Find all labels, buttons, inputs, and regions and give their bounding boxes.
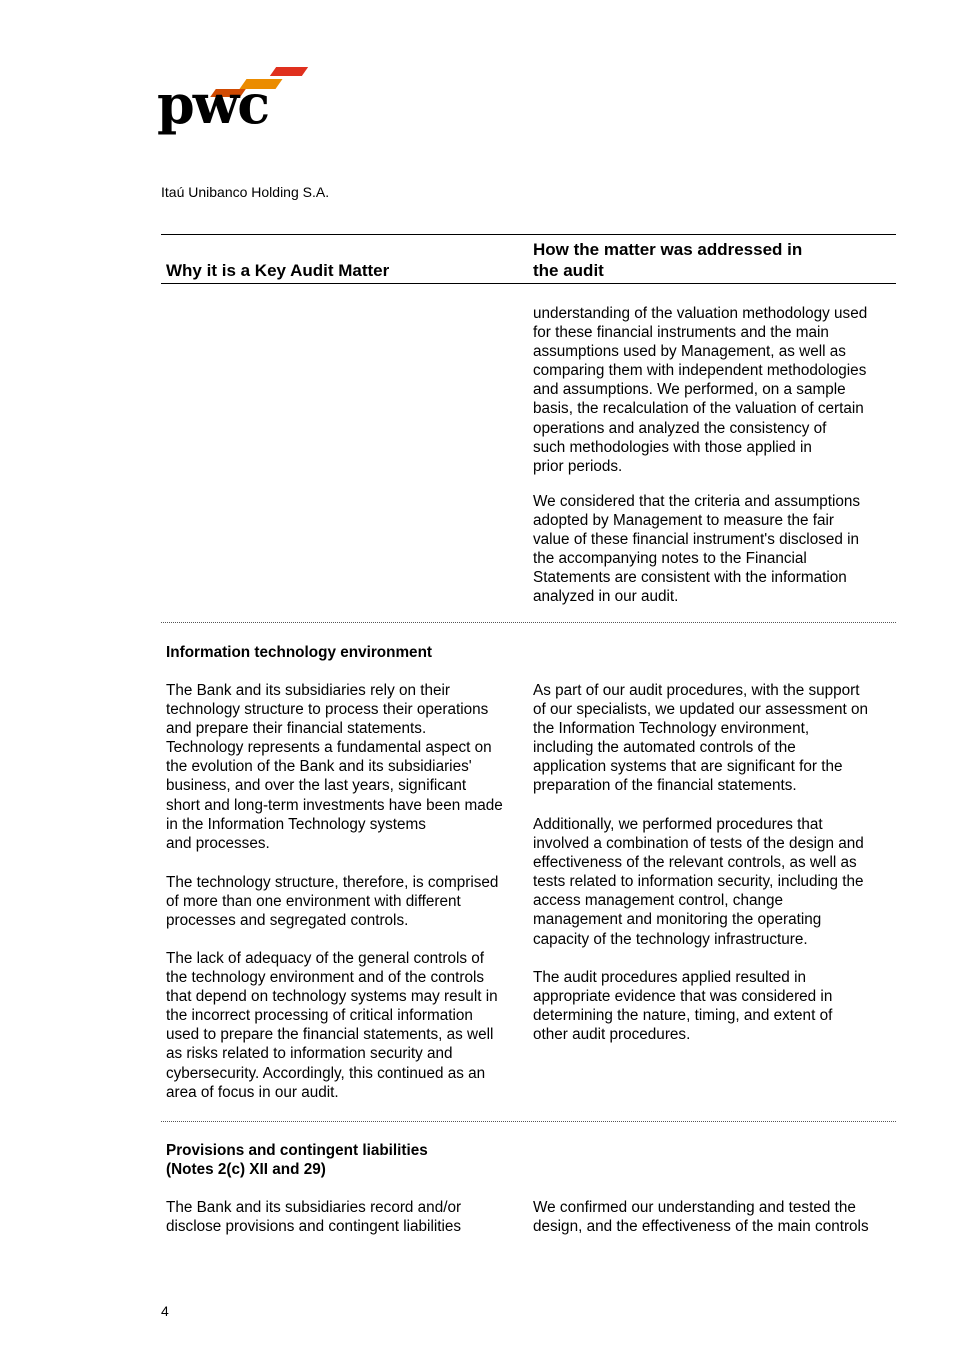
it-right-paragraph-3: The audit procedures applied resulted in appropriate evidence that was considered in determining the nature, timing, and extent of other audit procedures.	[533, 969, 833, 1044]
provisions-right-paragraph-1: We confirmed our understanding and tested the design, and the effectiveness of the main controls	[533, 1199, 869, 1236]
continued-right-paragraph-2: We considered that the criteria and assumptions adopted by Management to measure the fair value of these financial instrument's disclosed in the accompanying notes to the Financial Statements are consistent with the information analyzed in our audit.	[533, 493, 861, 606]
table-header-rule	[161, 283, 896, 284]
it-left-paragraph-3: The lack of adequacy of the general controls of the technology environment and of the controls that depend on technology systems may result in the incorrect processing of critical information used to prepare the financial statements, as well as risks related to information security and cybersecurity. Accordingly, this continued as an area of focus in our audit.	[166, 950, 498, 1101]
table-top-rule	[161, 234, 896, 235]
pwc-logo	[157, 64, 307, 144]
column-heading-why: Why it is a Key Audit Matter	[166, 261, 390, 280]
column-heading-how: How the matter was addressed in the audit	[533, 240, 803, 280]
company-name: Itaú Unibanco Holding S.A.	[161, 184, 330, 200]
section-divider	[161, 1121, 896, 1122]
provisions-left-paragraph-1: The Bank and its subsidiaries record and/or disclose provisions and contingent liabilities	[166, 1199, 462, 1236]
section-title-provisions: Provisions and contingent liabilities (Notes 2(c) XII and 29)	[166, 1142, 428, 1179]
logo-mark-red	[270, 67, 308, 76]
it-left-paragraph-2: The technology structure, therefore, is comprised of more than one environment with different processes and segregated controls.	[166, 874, 499, 930]
it-right-paragraph-2: Additionally, we performed procedures that involved a combination of tests of the design and effectiveness of the relevant controls, as well as tests related to information security, including the access management control, change management and monitoring the operating capacity of the technology infrastructure.	[533, 816, 864, 948]
it-left-paragraph-1: The Bank and its subsidiaries rely on their technology structure to process their operations and prepare their financial statements. Technology represents a fundamental aspect on the evolution of the Bank and its subsidiaries' business, and over the last years, significant short and long-term investments have been made in the Information Technology systems and processes.	[166, 682, 503, 852]
page-number: 4	[161, 1303, 169, 1319]
continued-right-paragraph-1: understanding of the valuation methodology used for these financial instruments and the main assumptions used by Management, as well as comparing them with independent methodologies and assumptions. We performed, on a sample basis, the recalculation of the valuation of certain operations and analyzed the consistency of such methodologies with those applied in prior periods.	[533, 305, 868, 475]
it-right-paragraph-1: As part of our audit procedures, with the support of our specialists, we updated our assessment on the Information Technology environment, including the automated controls of the application systems that are significant for the preparation of the financial statements.	[533, 682, 869, 795]
section-divider	[161, 622, 896, 623]
section-title-it: Information technology environment	[166, 644, 433, 661]
logo-wordmark: pwc	[157, 72, 269, 136]
